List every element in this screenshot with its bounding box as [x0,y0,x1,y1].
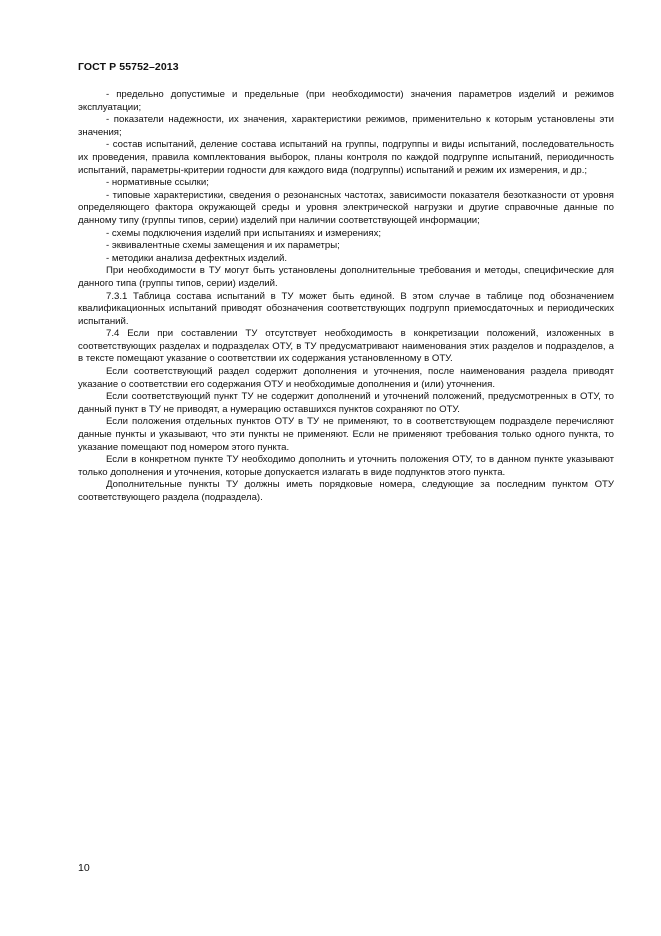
paragraph-additional-requirements: При необходимости в ТУ могут быть установлены дополнительные требования и методы, специфические для данного типа (группы типов, серии) изделий. [78,265,614,289]
list-item-equivalent-schemes: - эквивалентные схемы замещения и их параметры; [106,240,340,252]
paragraph-section-additions: Если соответствующий раздел содержит дополнения и уточнения, после наименования раздела приводят указание о соответствии его содержания ОТУ и необходимые дополнения и (или) уточнения. [78,366,614,390]
paragraph-7-3-1: 7.3.1 Таблица состава испытаний в ТУ может быть единой. В этом случае в таблице под обозначением квалификационных испытаний приводят обозначения соответствующих подгрупп приемосдаточных и периодических испытаний. [78,290,614,327]
list-item-limit-values: - предельно допустимые и предельные (при необходимости) значения параметров изделий и режимов эксплуатации; [78,89,614,113]
list-item-typical-characteristics: - типовые характеристики, сведения о резонансных частотах, зависимости показателя безотказности от уровня определяющего фактора окружающей среды и уровня электрической нагрузки и другие справочные данные по данному типу (группы типов, серии) изделий при наличии соответствующей информации; [78,189,614,226]
list-item-reliability: - показатели надежности, их значения, характеристики режимов, применительно к которым установлены эти значения; [78,114,614,138]
list-item-defect-analysis: - методики анализа дефектных изделий. [106,252,288,264]
list-item-normative-references: - нормативные ссылки; [106,177,209,189]
paragraph-item-numbering: Если соответствующий пункт ТУ не содержит дополнений и уточнений положений, предусмотренных в ОТУ, то данный пункт в ТУ не приводят, а нумерацию оставшихся пунктов сохраняют по ОТУ. [78,391,614,415]
list-item-connection-schemes: - схемы подключения изделий при испытаниях и измерениях; [106,227,382,239]
paragraph-specific-item-additions: Если в конкретном пункте ТУ необходимо дополнить и уточнить положения ОТУ, то в данном пункте указывают только дополнения и уточнения, которые допускается излагать в виде подпунктов этого пункта. [78,454,614,478]
page-number: 10 [78,862,90,874]
list-item-test-composition: - состав испытаний, деление состава испытаний на группы, подгруппы и виды испытаний, последовательность их проведения, правила комплектования выборок, планы контроля по каждой подгруппе испытаний, периодичность испытаний, параметры-критерии годности для каждого вида (подгруппы) испытаний и режим их измерения, и др.; [78,139,614,176]
paragraph-7-4: 7.4 Если при составлении ТУ отсутствует необходимость в конкретизации положений, изложенных в соответствующих разделах и подразделах ОТУ, в ТУ предусматривают наименования этих разделов и подразделов, а в тексте помещают указание о соответствии их содержания установленному в ОТУ. [78,328,614,365]
paragraph-not-applied-items: Если положения отдельных пунктов ОТУ в ТУ не применяют, то в соответствующем подразделе перечисляют данные пункты и указывают, что эти пункты не применяют. Если не применяют требования только одного пункта, то указание помещают под номером этого пункта. [78,416,614,453]
paragraph-additional-items-numbering: Дополнительные пункты ТУ должны иметь порядковые номера, следующие за последним пунктом ОТУ соответствующего раздела (подраздела). [78,479,614,503]
document-body [78,89,614,505]
document-header: ГОСТ Р 55752–2013 [78,61,179,73]
